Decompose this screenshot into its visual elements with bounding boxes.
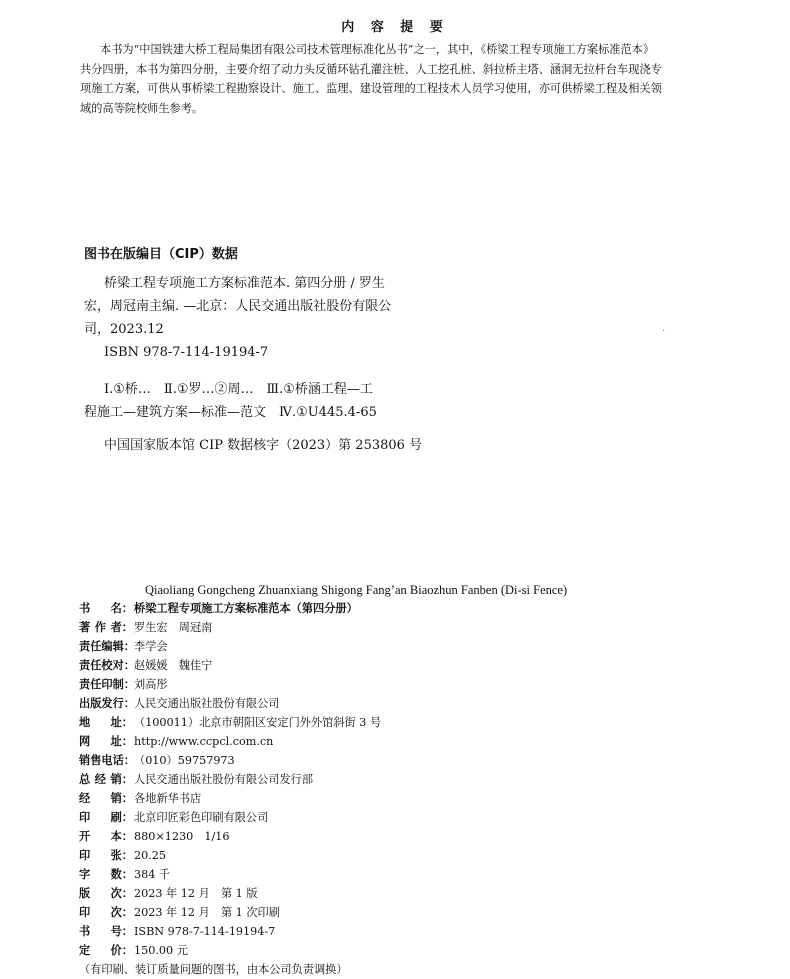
colophon-row <box>79 827 381 846</box>
colophon-label-part: 开 <box>79 830 91 843</box>
colophon-label-part: 名： <box>110 602 133 615</box>
colophon-label-part: 本： <box>110 830 133 843</box>
colophon-label-part: 印 <box>79 811 91 824</box>
colophon-row <box>79 618 381 637</box>
summary-line: 域的高等院校师生参考。 <box>80 101 204 115</box>
colophon-label-part: 销： <box>110 773 133 786</box>
colophon-label-part: 责任编辑： <box>79 640 135 653</box>
cip-class-line: 程施工—建筑方案—标准—范文 Ⅳ.①U445.4-65 <box>84 405 377 420</box>
cip-entry-line: 司，2023.12 <box>84 322 164 337</box>
summary-line: 本书为“中国铁建大桥工程局集团有限公司技术管理标准化丛书”之一，其中，《桥梁工程专项施工方案标准范本》 <box>100 43 655 56</box>
colophon-value: 880×1230 1/16 <box>134 830 230 843</box>
summary-title: 内 容 提 要 <box>341 20 449 35</box>
summary-line: 项施工方案，可供从事桥梁工程勘察设计、施工、监理、建设管理的工程技术人员学习使用，亦可供桥梁工程及相关领 <box>80 82 662 95</box>
colophon-label-part: 销售电话： <box>79 754 135 767</box>
colophon-row <box>79 770 381 789</box>
colophon-row <box>79 694 381 713</box>
colophon-label <box>79 675 133 694</box>
colophon-label-part: 价： <box>110 944 133 957</box>
colophon-value: 各地新华书店 <box>134 792 202 805</box>
colophon-value: 2023 年 12 月 第 1 版 <box>134 887 258 900</box>
cip-heading: 图书在版编目（CIP）数据 <box>84 247 238 262</box>
colophon-value: （100011）北京市朝阳区安定门外外馆斜街 3 号 <box>134 716 382 729</box>
colophon-label-part: 号： <box>110 925 133 938</box>
colophon-value: 罗生宏 周冠南 <box>134 621 213 634</box>
colophon-label <box>79 732 133 751</box>
colophon-label-part: 作 <box>94 621 106 634</box>
colophon-label-part: 网 <box>79 735 91 748</box>
colophon-label <box>79 713 133 732</box>
colophon-row <box>79 903 381 922</box>
colophon-label-part: 址： <box>110 716 133 729</box>
colophon-row <box>79 922 381 941</box>
colophon-label-part: 经 <box>94 773 106 786</box>
colophon-row <box>79 941 381 960</box>
colophon-label <box>79 770 133 789</box>
colophon-row <box>79 846 381 865</box>
cip-entry-line: 宏，周冠南主编. —北京：人民交通出版社股份有限公 <box>84 299 392 314</box>
colophon-row <box>79 637 381 656</box>
colophon-row <box>79 713 381 732</box>
colophon-label-part: 字 <box>79 868 91 881</box>
colophon-label-part: 定 <box>79 944 91 957</box>
footer-note: （有印刷、装订质量问题的图书，由本公司负责调换） <box>79 963 348 976</box>
colophon-label-part: 书 <box>79 602 91 615</box>
colophon-label <box>79 827 133 846</box>
cip-block <box>84 272 429 457</box>
colophon-value: 150.00 元 <box>134 944 188 957</box>
colophon-value: 人民交通出版社股份有限公司发行部 <box>134 773 314 786</box>
summary-line: 共分四册，本书为第四分册，主要介绍了动力头反循环钻孔灌注桩、人工挖孔桩、斜拉桥主塔、涵洞无拉杆台车现浇专 <box>80 62 662 76</box>
colophon-row <box>79 732 381 751</box>
colophon-row <box>79 865 381 884</box>
colophon-value: 赵媛媛 魏佳宁 <box>134 659 213 672</box>
colophon-label <box>79 922 133 941</box>
colophon-label-part: 版 <box>79 887 91 900</box>
pinyin-title: Qiaoliang Gongcheng Zhuanxiang Shigong Fang’an Biaozhun Fanben (Di-si Fence) <box>145 583 568 597</box>
colophon-label-part: 址： <box>110 735 133 748</box>
colophon-row <box>79 751 381 770</box>
colophon-label-part: 销： <box>110 792 133 805</box>
colophon-label <box>79 884 133 903</box>
colophon-value: 刘高彤 <box>134 678 168 691</box>
colophon-row <box>79 656 381 675</box>
colophon-label <box>79 618 133 637</box>
cip-record: 中国国家版本馆 CIP 数据核字（2023）第 253806 号 <box>104 438 423 453</box>
colophon-row <box>79 808 381 827</box>
colophon-label-part: 总 <box>79 773 91 786</box>
colophon-label-part: 刷： <box>110 811 133 824</box>
colophon-label <box>79 656 133 675</box>
colophon-label <box>79 865 133 884</box>
colophon-row <box>79 789 381 808</box>
colophon-label-part: 次： <box>110 887 133 900</box>
colophon-label <box>79 751 133 770</box>
colophon-label <box>79 846 133 865</box>
colophon-row <box>79 675 381 694</box>
colophon-value: http://www.ccpcl.com.cn <box>134 735 274 748</box>
colophon-label-part: 地 <box>79 716 91 729</box>
colophon-row <box>79 599 381 618</box>
colophon-value: 384 千 <box>134 868 171 881</box>
colophon-label <box>79 599 133 618</box>
colophon-label-part: 印 <box>79 849 91 862</box>
colophon-label-part: 张： <box>110 849 133 862</box>
colophon <box>79 599 381 979</box>
colophon-label-part: 数： <box>110 868 133 881</box>
colophon-label <box>79 637 133 656</box>
colophon-label-part: 出版发行： <box>79 697 135 710</box>
colophon-label-part: 者： <box>110 621 133 634</box>
colophon-value: 人民交通出版社股份有限公司 <box>134 697 280 710</box>
colophon-label-part: 次： <box>110 906 133 919</box>
colophon-row <box>79 884 381 903</box>
colophon-value: （010）59757973 <box>134 754 235 767</box>
colophon-label-part: 著 <box>79 621 91 634</box>
colophon-label <box>79 808 133 827</box>
colophon-label-part: 经 <box>79 792 91 805</box>
colophon-label <box>79 941 133 960</box>
cip-isbn: ISBN 978-7-114-19194-7 <box>104 345 269 360</box>
cip-entry-line: 桥梁工程专项施工方案标准范本. 第四分册 / 罗生 <box>104 276 385 291</box>
colophon-value: 李学会 <box>134 640 168 653</box>
colophon-value: 桥梁工程专项施工方案标准范本（第四分册） <box>134 602 358 615</box>
colophon-value: ISBN 978-7-114-19194-7 <box>134 925 276 938</box>
colophon-label-part: 书 <box>79 925 91 938</box>
colophon-label-part: 责任校对： <box>79 659 135 672</box>
cip-class-line: Ⅰ.①桥… Ⅱ.①罗…②周… Ⅲ.①桥涵工程—工 <box>104 382 373 397</box>
colophon-value: 20.25 <box>134 849 167 862</box>
colophon-label-part: 责任印制： <box>79 678 135 691</box>
colophon-value: 2023 年 12 月 第 1 次印刷 <box>134 906 280 919</box>
summary-abstract <box>80 40 720 118</box>
colophon-label <box>79 694 133 713</box>
colophon-label <box>79 903 133 922</box>
stray-mark: · <box>662 326 666 337</box>
colophon-label-part: 印 <box>79 906 91 919</box>
colophon-label <box>79 789 133 808</box>
colophon-value: 北京印匠彩色印刷有限公司 <box>134 811 269 824</box>
